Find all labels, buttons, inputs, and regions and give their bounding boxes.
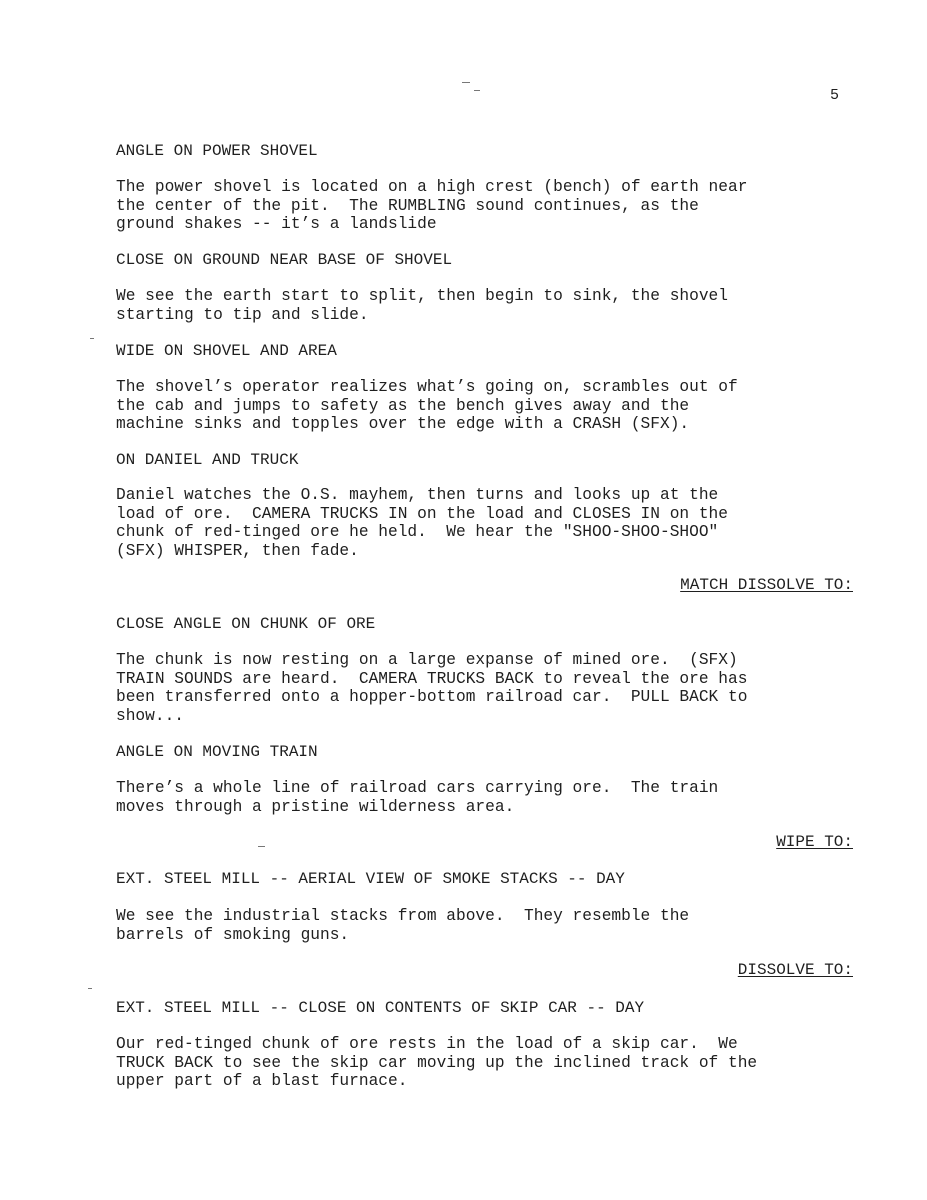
transition: WIPE TO: [776, 833, 853, 851]
action-paragraph: The chunk is now resting on a large expanse of mined ore. (SFX) TRAIN SOUNDS are heard. CAMERA TRUCKS BACK to reveal the ore has been transferred onto a hopper-bottom railroad car. PULL BACK to show... [116, 651, 748, 725]
action-paragraph: Our red-tinged chunk of ore rests in the load of a skip car. We TRUCK BACK to see the skip car moving up the inclined track of the upper part of a blast furnace. [116, 1035, 758, 1090]
action-paragraph: We see the industrial stacks from above. They resemble the barrels of smoking guns. [116, 907, 690, 944]
scan-speck [90, 338, 94, 339]
scene-heading: ANGLE ON MOVING TRAIN [116, 743, 318, 761]
page-number: 5 [830, 87, 840, 104]
scene-heading: CLOSE ON GROUND NEAR BASE OF SHOVEL [116, 251, 453, 269]
action-paragraph: The shovel’s operator realizes what’s going on, scrambles out of the cab and jumps to safety as the bench gives away and the machine sinks and topples over the edge with a CRASH (SFX). [116, 378, 738, 433]
transition: DISSOLVE TO: [737, 961, 853, 979]
action-paragraph: Daniel watches the O.S. mayhem, then turns and looks up at the load of ore. CAMERA TRUCKS IN on the load and CLOSES IN on the chunk of red-tinged ore he held. We hear the "SHOO-SHOO-SHOO" (SFX) WHISPER, then fade. [116, 486, 728, 560]
transition: MATCH DISSOLVE TO: [680, 576, 853, 594]
action-paragraph: There’s a whole line of railroad cars carrying ore. The train moves through a pristine wilderness area. [116, 779, 719, 816]
scan-speck [474, 90, 480, 91]
scene-heading: WIDE ON SHOVEL AND AREA [116, 342, 337, 360]
scene-heading: EXT. STEEL MILL -- CLOSE ON CONTENTS OF SKIP CAR -- DAY [116, 999, 645, 1017]
scene-heading: CLOSE ANGLE ON CHUNK OF ORE [116, 615, 376, 633]
scan-speck [88, 988, 92, 989]
action-paragraph: The power shovel is located on a high crest (bench) of earth near the center of the pit. The RUMBLING sound continues, as the ground shakes -- it’s a landslide [116, 178, 748, 233]
scene-heading: EXT. STEEL MILL -- AERIAL VIEW OF SMOKE STACKS -- DAY [116, 870, 625, 888]
scene-heading: ANGLE ON POWER SHOVEL [116, 142, 318, 160]
action-paragraph: We see the earth start to split, then begin to sink, the shovel starting to tip and slide. [116, 287, 728, 324]
scan-speck [462, 82, 470, 83]
scan-speck [258, 846, 265, 847]
scene-heading: ON DANIEL AND TRUCK [116, 451, 299, 469]
